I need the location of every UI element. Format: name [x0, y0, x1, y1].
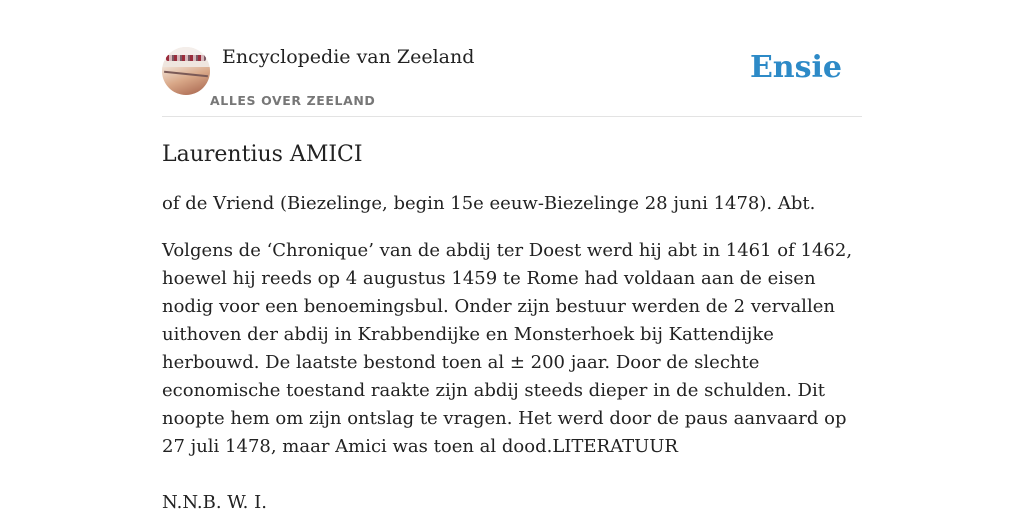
- article: [162, 140, 862, 512]
- site-header: [162, 0, 862, 117]
- article-source: N.N.B. W. I.: [162, 492, 267, 512]
- avatar-pattern: [166, 55, 206, 61]
- ensie-logo[interactable]: Ensie: [749, 50, 842, 85]
- site-tagline: ALLES OVER ZEELAND: [210, 93, 376, 108]
- article-body: Volgens de ‘Chronique’ van de abdij ter Doest werd hij abt in 1461 of 1462, hoewel hij reeds op 4 augustus 1459 te Rome had voldaan aan de eisen nodig voor een benoemingsbul. Onder zijn bestuur werden de 2 vervallen uithoven der abdij in Krabbendijke en Monsterhoek bij Kattendijke herbouwd. De laatste bestond toen al ± 200 jaar. Door de slechte economische toestand raakte zijn abdij steeds dieper in de schulden. Dit noopte hem om zijn ontslag te vragen. Het werd door de paus aanvaard op 27 juli 1478, maar Amici was toen al dood.LITERATUUR: [162, 240, 853, 457]
- article-title: Laurentius AMICI: [162, 142, 363, 167]
- site-title[interactable]: Encyclopedie van Zeeland: [222, 46, 475, 68]
- site-avatar[interactable]: [162, 47, 210, 95]
- article-lead: of de Vriend (Biezelinge, begin 15e eeuw-Biezelinge 28 juni 1478). Abt.: [162, 193, 816, 214]
